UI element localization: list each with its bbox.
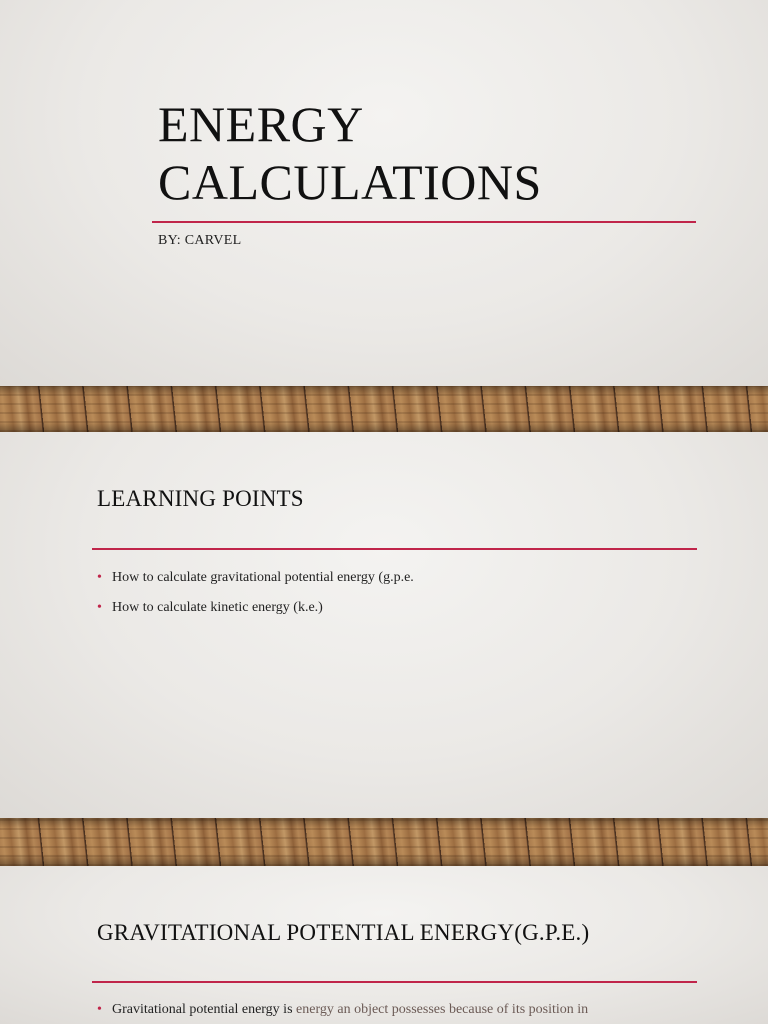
title-underline-rule — [92, 981, 697, 983]
title-underline-rule — [92, 548, 697, 550]
slide-3[interactable] — [0, 866, 768, 1024]
wood-floor-divider — [0, 818, 768, 866]
slide-2-title: LEARNING POINTS — [97, 486, 304, 511]
list-item: • How to calculate kinetic energy (k.e.) — [97, 593, 414, 623]
bullet-list — [97, 995, 697, 1024]
wood-floor-divider — [0, 386, 768, 432]
slide-1-title: ENERGY CALCULATIONS — [158, 96, 542, 210]
slide-1-subtitle: BY: CARVEL — [158, 233, 242, 248]
slide-1[interactable] — [0, 0, 768, 386]
bullet-dot-icon: • — [97, 600, 102, 615]
title-underline-rule — [152, 221, 696, 223]
bullet-dot-icon: • — [97, 1002, 102, 1017]
bullet-list — [97, 563, 414, 623]
slide-2[interactable] — [0, 432, 768, 818]
slide-3-title: GRAVITATIONAL POTENTIAL ENERGY(G.P.E.) — [97, 920, 590, 945]
list-item: • How to calculate gravitational potential energy (g.p.e. — [97, 563, 414, 593]
list-item: • Gravitational potential energy is energy an object possesses because of its position in — [97, 995, 697, 1024]
bullet-dot-icon: • — [97, 570, 102, 585]
